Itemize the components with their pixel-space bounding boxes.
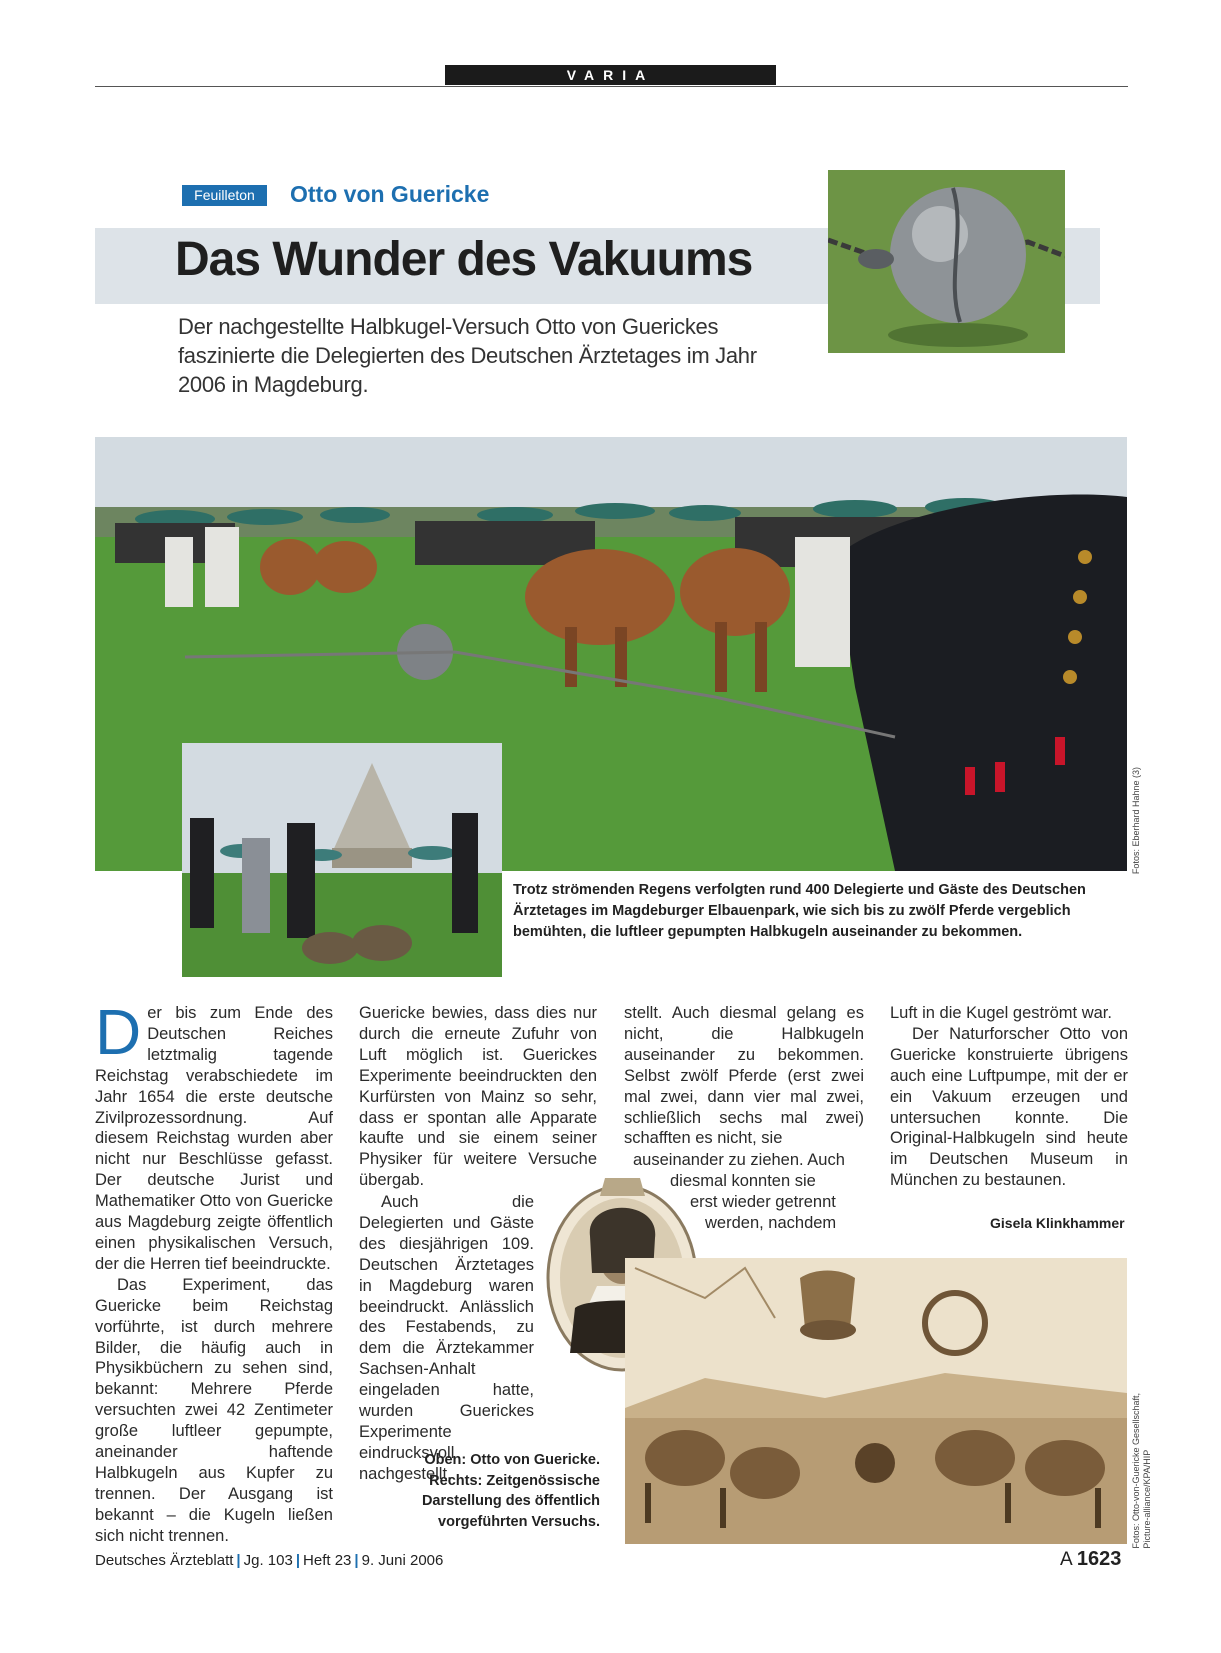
body-paragraph: Das Experiment, das Guericke beim Reichstag vorführte, ist durch mehrere Bilder, die häufig auch in Physikbüchern zu sehen sind, bekannt: Mehrere Pferde versuchten zwei 42 Zentimeter große luftleer gepumpte, aneinander haftende Halbkugeln aus Kupfer zu trennen. Der Ausgang ist bekannt – die Kugeln ließen sich nicht trennen. [95, 1275, 333, 1545]
body-column-4 [890, 1003, 1128, 1191]
drop-cap: D [95, 996, 142, 1068]
photo-caption: Trotz strömenden Regens verfolgten rund 400 Delegierte und Gäste des Deutschen Ärztetages im Magdeburger Elbauenpark, wie sich bis zu zwölf Pferde vergeblich bemühten, die luftleer gepumpten Halbkugeln auseinander zu bekommen. [513, 882, 1086, 940]
body-paragraph: Guericke bewies, dass dies nur durch die erneute Zufuhr von Luft möglich ist. Guerickes Experimente beeindruckten den Kurfürsten von Mainz so sehr, dass er spontan alle Apparate kaufte und sie einem seiner Physiker für weitere Versuche übergab. [359, 1004, 597, 1190]
photo-credit-line: Fotos: Otto-von-Guericke Gesellschaft, [1131, 1393, 1141, 1549]
portrait-caption: Oben: Otto von Guericke. Rechts: Zeitgenössische Darstellung des öffentlich vorgeführten Versuchs. [421, 1452, 600, 1530]
journal-volume: Jg. 103 [243, 1552, 293, 1569]
page-number-value: 1623 [1076, 1548, 1122, 1570]
photo-hemisphere-ball [828, 170, 1065, 353]
photo-costumed-men [182, 743, 502, 977]
engraving-magdeburg-hemispheres [625, 1258, 1127, 1544]
body-paragraph: er bis zum Ende des Deutschen Reiches letztmalig tagende Reichstag verabschiedete im Jahr 1654 die erste deutsche Zivilprozessordnung. Auf diesem Reichstag wurden aber nicht nur Beschlüsse gefasst. Der deutsche Jurist und Mathematiker Otto von Guericke aus Magdeburg zeigte öffentlich einen physikalischen Versuch, der die Herren tief beeindruckte. [95, 1004, 333, 1273]
body-column-1 [95, 996, 333, 1547]
body-paragraph: stellt. Auch diesmal gelang es nicht, die Halbkugeln auseinander zu bekommen. Selbst zwölf Pferde (erst zwei mal zwei, dann vier mal zwei, schließlich sechs mal zwei) schafften es nicht, sie [624, 1004, 864, 1148]
body-line: werden, nachdem [705, 1214, 837, 1232]
body-line: erst wieder getrennt [690, 1193, 836, 1211]
author-signature: Gisela Klinkhammer [990, 1215, 1125, 1231]
body-column-2-continued [359, 1192, 534, 1485]
body-column-2 [359, 1003, 597, 1191]
body-line: diesmal konnten sie [670, 1172, 816, 1190]
photo-credit-line: Picture-alliance/KPA/HIP [1142, 1449, 1152, 1549]
section-label: VARIA [445, 65, 776, 85]
journal-name: Deutsches Ärzteblatt [95, 1552, 234, 1569]
separator-bar: | [236, 1552, 241, 1569]
body-paragraph: Der Naturforscher Otto von Guericke konstruierte übrigens auch eine Luftpumpe, mit der er ein Vakuum erzeugen und untersuchen konnte. Die Original-Halbkugeln sind heute im Deutschen Museum in München zu bestaunen. [890, 1024, 1128, 1190]
separator-bar: | [354, 1552, 359, 1569]
journal-date: 9. Juni 2006 [361, 1552, 444, 1569]
separator-bar: | [295, 1552, 301, 1569]
kicker-tag: Feuilleton [182, 185, 267, 206]
journal-issue: Heft 23 [303, 1552, 352, 1569]
body-paragraph: Auch die Delegierten und Gäste des diesjährigen 109. Deutschen Ärztetages in Magdeburg waren beeindruckt. Anlässlich des Festabends, zu dem die Ärztekammer Sachsen-Anhalt eingeladen hatte, wurden Guerickes Experimente eindrucksvoll nachgestellt. [359, 1193, 534, 1483]
lead-text: Der nachgestellte Halbkugel-Versuch Otto von Guerickes faszinierte die Delegierten des Deutschen Ärztetages im Jahr 2006 in Magdeburg. [178, 314, 757, 397]
photo-credit [1131, 1393, 1157, 1549]
page-prefix: A [1060, 1549, 1072, 1570]
header-rule [95, 86, 1128, 87]
headline: Das Wunder des Vakuums [175, 233, 753, 286]
footer [95, 1552, 443, 1569]
body-column-3 [624, 1003, 864, 1149]
photo-credit: Fotos: Eberhard Hahne (3) [1131, 767, 1141, 875]
body-line: auseinander zu ziehen. Auch [633, 1151, 845, 1169]
page-number [1060, 1548, 1121, 1571]
kicker-title: Otto von Guericke [290, 181, 490, 207]
body-paragraph: Luft in die Kugel geströmt war. [890, 1004, 1112, 1022]
